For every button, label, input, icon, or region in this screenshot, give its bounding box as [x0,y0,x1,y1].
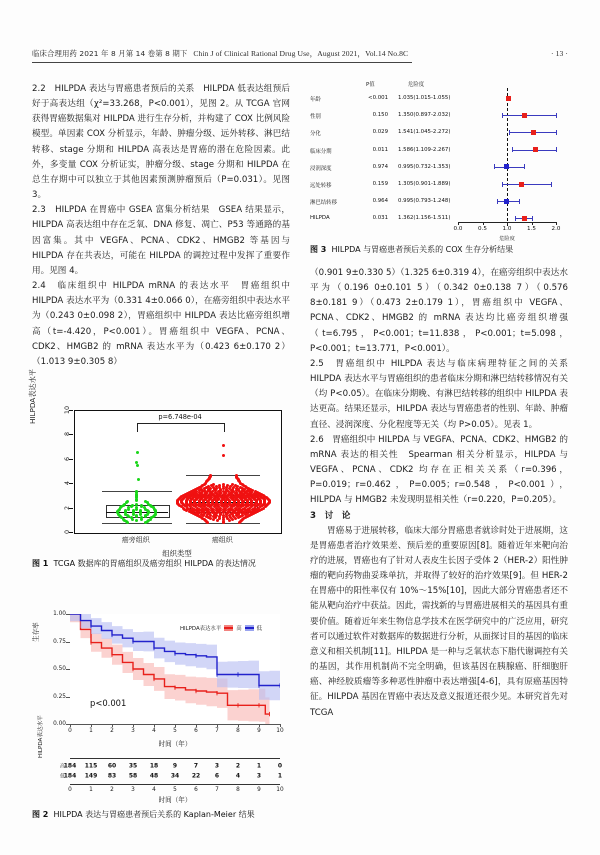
fig2-legend-title: HILPDA表达水平 [180,626,222,632]
risk-table-cell: 4 [235,772,241,780]
risk-table-xtick-label: 4 [152,787,156,793]
fig2-yaxis-label: 生存率 [32,622,40,642]
fig2-xaxis-label-bottom: 时间（年） [158,796,192,804]
fig2-xtick-label: 6 [194,728,198,734]
fig2-xtick-label: 9 [257,728,261,734]
figure-2-caption [32,808,255,821]
forest-ci-cap [512,147,513,152]
forest-ci-cap [519,199,520,204]
fig1-ytick-label: 4 [63,481,71,486]
figure-3-caption-label: 图 3 [310,245,327,254]
paragraph-2-4: 2.4 临床组织中 HILPDA mRNA 的表达水平 胃癌组织中 HILPDA 表达水平为（0.331 4±0.066 0），在癌旁组织中表达水平为（0.243 0±0.098 2），胃癌组织中 HILPDA 表达比癌旁组织增高（t=-4.420，P<0.001）。胃癌组织中 VEGFA、PCNA、CDK2、HMGB2 的 mRNA 表达水平为（0.423 6±0.170 2）（1.013 9±0.305 8） [32,281,290,367]
forest-row-label: 临床分期 [310,148,332,155]
fig1-data-point [234,484,237,487]
running-head-journal-en: Chin J of Clinical Rational Drug Use，August 2021，Vol.14 No.8C [193,49,409,58]
forest-axis-tick-label: 1.0 [502,226,512,232]
forest-ci-cap [556,147,557,152]
fig2-xtick-label: 5 [173,728,177,734]
risk-table-cell: 6 [214,772,220,780]
forest-row-pvalue: <0.001 [368,95,388,101]
forest-ci-cap [551,182,552,187]
forest-axis-tick [483,222,484,225]
fig2-xtick-label: 8 [236,728,240,734]
fig2-xaxis-label-top: 时间（年） [158,740,192,748]
fig1-data-point [132,509,135,512]
risk-table-xtick-label: 5 [173,787,177,793]
forest-point-estimate [519,182,524,187]
fig2-ytick-label: 0.25 [53,693,66,700]
section-3-heading: 3 讨 论 [310,510,351,521]
forest-ci-cap [509,130,510,135]
forest-axis-tick-label: 2.0 [551,226,561,232]
risk-table-cell: 60 [107,762,117,770]
fig2-ytick-mark [66,614,70,615]
forest-ci-cap [532,216,533,221]
forest-row-label: 性别 [310,114,321,121]
fig2-xtick-mark [280,724,281,727]
paragraph-2-2: 2.2 HILPDA 表达与胃癌患者预后的关系 HILPDA 低表达组预后好于高表达组（χ²=33.268，P<0.001），见图 2。从 TCGA 官网获得胃癌数据集对 HILPDA 进行生存分析，并构建了 COX 比例风险模型。单因素 COX 分析显示，年龄、肿瘤分级、远外转移、淋巴结转移、stage 分期和 HILPDA 高表达是胃癌的潜在危险因素。此外，多变量 COX 分析证实，肿瘤分级、stage 分期和 HILPDA 在总生存期中可以独立于其他因素预测肿瘤预后（P=0.031）。见图 3。 [32,84,290,201]
fig1-ytick-label: 6 [63,456,71,461]
forest-axis-tick [556,222,557,225]
fig1-xtick-label: 癌组织 [211,536,233,544]
forest-plot-xaxis-label: 危险度 [499,236,515,242]
forest-ci-cap [494,164,495,169]
forest-col-header-hazard-ratio: 危险度 [408,82,425,88]
forest-row-label: 淋巴结转移 [310,200,337,207]
forest-ci-cap [556,113,557,118]
fig1-data-point [131,504,134,507]
fig2-xtick-mark [175,724,176,727]
forest-ci-cap [515,216,516,221]
fig2-xtick-mark [112,724,113,727]
left-column [32,82,290,402]
fig2-legend [180,624,262,632]
forest-row-pvalue: 0.150 [372,112,388,119]
fig2-xtick-mark [196,724,197,727]
forest-axis-tick [532,222,533,225]
fig2-ytick-label: 1.00 [53,611,66,617]
forest-axis-tick-label: 1.5 [527,226,536,232]
risk-table-cell: 83 [107,772,117,780]
fig1-data-point [140,516,143,519]
fig1-outlier-point [136,451,139,454]
paragraph-2-6: 2.6 胃癌组织中 HILPDA 与 VEGFA、PCNA、CDK2、HMGB2 的 mRNA 表达的相关性 Spearman 相关分析显示，HILPDA 与 VEGFA、PCNA、CDK2 均存在正相关关系（r=0.396，P=0.019；r=0.462，P=0.005；r=0.548，P<0.001），HILPDA 与 HMGB2 未发现明显相关性（r=0.220，P=0.205）。 [310,434,568,506]
fig1-data-point [231,483,234,486]
figure-1-caption-text: TCGA 数据库的胃癌组织及癌旁组织 HILPDA 的表达情况 [53,559,256,568]
legend-swatch-low-icon [245,625,254,631]
forest-row-hazard-ratio: 1.035(1.015-1.055) [398,95,451,101]
fig2-xtick-mark [217,724,218,727]
fig1-data-point [235,474,238,477]
forest-ci-cap [502,182,503,187]
legend-swatch-high-icon [224,625,233,631]
risk-table-row-label: 高 [60,763,66,770]
risk-table-cell: 1 [256,762,262,770]
figure-2-kaplan-meier [32,612,290,827]
running-head-journal [32,48,412,63]
fig2-xtick-label: 2 [110,728,114,734]
fig1-data-point [126,500,129,503]
fig2-xtick-mark [70,724,71,727]
fig1-outlier-point [222,444,225,447]
forest-confidence-interval [502,184,550,185]
fig2-risk-table [60,758,284,793]
forest-row-hazard-ratio: 1.362(1.156-1.511) [398,215,451,222]
forest-row-label: 远处转移 [310,183,332,189]
fig1-data-point [135,519,138,522]
fig1-ytick-label: 8 [63,432,71,437]
fig2-xtick-label: 4 [152,728,156,734]
forest-row-label: HILPDA [310,215,330,222]
forest-row-hazard-ratio: 1.305(0.901-1.889) [398,181,451,187]
risk-table-cell: 35 [128,762,138,770]
fig2-xtick-mark [133,724,134,727]
forest-point-estimate [531,130,536,135]
forest-ci-cap [497,199,498,204]
fig2-xtick-label: 0 [68,728,72,734]
figure-1-caption-label: 图 1 [32,559,49,568]
risk-table-cell: 184 [63,772,77,780]
risk-table-cell: 48 [149,772,159,780]
fig2-xtick-label: 7 [215,728,219,734]
forest-reference-line [507,88,508,226]
forest-axis-tick-label: 0.5 [478,226,487,232]
risk-table-cell: 1 [277,772,283,780]
fig2-xtick-label: 3 [131,728,135,734]
risk-table-xtick-label: 6 [194,787,198,793]
fig1-outlier-point [222,454,225,457]
fig1-outlier-point [137,478,140,481]
forest-row-pvalue: 0.031 [372,215,388,222]
forest-ci-cap [502,113,503,118]
fig1-ytick-label: 10 [63,405,71,415]
risk-table-xtick-label: 3 [131,787,135,793]
forest-point-estimate [506,96,511,101]
paragraph-2-4-cont: （0.901 9±0.330 5）（1.325 6±0.319 4），在癌旁组织中表达水平为（0.196 0±0.101 5）（0.342 0±0.138 7）（0.576 8±0.181 9）（0.473 2±0.179 1），胃癌组织中 VEGFA、PCNA、CDK2、HMGB2 的 mRNA 表达均比癌旁组织增强（t=6.795，P<0.001；t=11.838，P<0.001；t=5.098，P<0.001；t=13.771，P<0.001）。 [310,268,568,354]
fig2-ytick-label: 0.75 [53,638,66,645]
forest-point-estimate [533,147,538,152]
fig2-xtick-mark [91,724,92,727]
fig1-xtick-label: 癌旁组织 [121,536,150,544]
fig1-xaxis-label: 组织类型 [162,549,192,558]
fig2-ytick-label: 0.00 [53,721,66,727]
risk-table-top-rule [70,758,280,759]
risk-table-row-label: 低 [60,773,66,780]
forest-ci-cap [556,130,557,135]
forest-row-pvalue: 0.029 [372,129,388,136]
risk-table-bottom-rule [70,784,280,785]
risk-table-xtick-label: 8 [236,787,240,793]
fig2-ytick-mark [66,697,70,698]
forest-row-pvalue: 0.011 [372,146,388,153]
forest-axis-tick-label: 0.0 [453,226,463,232]
fig1-ytick-label: 0 [63,529,71,535]
risk-table-xtick-label: 9 [257,787,261,793]
fig2-legend-item-high: 高 [236,626,242,632]
forest-ci-cap [524,164,525,169]
fig1-boxplot-whisker [186,475,260,476]
fig1-plot-area [74,410,282,534]
fig2-ytick-label: 0.50 [53,666,66,672]
fig2-ytick-mark [66,642,70,643]
forest-row-hazard-ratio: 1.586(1.109-2.267) [398,146,451,153]
fig1-significance-bracket [137,423,226,432]
paragraph-2-3: 2.3 HILPDA 在胃癌中 GSEA 富集分析结果 GSEA 结果显示，HILPDA 高表达组中存在乏氧、DNA 修复、凋亡、P53 等通路的基因富集。其中 VEGFA、PCNA、CDK2、HMGB2 等基因与 HILPDA 存在共表达，可能在 HILPDA 的调控过程中发挥了重要作用。见图 4。 [32,205,290,276]
risk-table-xtick-label: 2 [110,787,114,793]
forest-plot-grid [310,80,572,240]
forest-row-hazard-ratio: 1.541(1.045-2.272) [398,129,451,136]
figure-2-caption-text: HILPDA 表达与胃癌患者预后关系的 Kaplan-Meier 结果 [53,810,255,819]
forest-row-label: 年龄 [310,97,321,103]
fig2-pvalue-annotation: p<0.001 [90,698,127,708]
fig2-ytick-mark [66,669,70,670]
fig1-data-point [218,484,221,487]
fig2-risk-table-label: HILPDA表达水平 [38,715,44,758]
forest-row-hazard-ratio: 0.995(0.793-1.248) [398,198,451,205]
risk-table-cell: 3 [214,762,220,770]
forest-axis-tick [458,222,459,225]
risk-table-cell: 22 [191,772,201,780]
fig1-yaxis-label: HILPDA表达水平 [28,369,37,424]
forest-point-estimate [504,164,509,169]
forest-row-hazard-ratio: 1.350(0.897-2.032) [398,112,451,119]
forest-row-label: 浸润深度 [310,165,332,172]
fig2-xtick-mark [259,724,260,727]
risk-table-cell: 58 [128,772,138,780]
running-head-journal-cn: 临床合理用药 2021 年 8 月第 14 卷第 8 期下 [32,49,188,58]
paragraph-2-5: 2.5 胃癌组织中 HILPDA 表达与临床病理特征之间的关系 HILPDA 表达水平与胃癌组织的患者临床分期和淋巴结转移情况有关（均 P<0.05）。在临床分期晚、有淋巴结转移的组织中 HILPDA 表达更高。结果还显示，HILPDA 表达与胃癌患者的性别、年龄、肿瘤直径、浸润深度、分化程度等无关（均 P>0.05）。见表 1。 [310,358,577,430]
forest-row-hazard-ratio: 0.995(0.732-1.353) [398,163,451,170]
forest-row-pvalue: 0.964 [372,198,388,205]
fig1-ytick-label: 2 [63,505,71,510]
forest-row-pvalue: 0.974 [372,163,388,170]
figure-3-caption-text: HILPDA 与胃癌患者预后关系的 COX 生存分析结果 [331,245,514,254]
right-column [310,266,577,721]
forest-point-estimate [522,216,527,221]
fig1-data-point [140,504,143,507]
forest-point-estimate [522,113,527,118]
figure-3-caption [310,243,513,256]
risk-table-cell: 7 [193,762,199,770]
risk-table-xtick-label: 10 [276,787,284,793]
fig1-data-point [222,483,225,486]
fig1-data-point [139,509,142,512]
forest-axis-tick [507,222,508,225]
fig2-xtick-mark [154,724,155,727]
fig1-pvalue-annotation: p=6.748e-04 [158,413,202,422]
fig2-xtick-label: 10 [276,728,284,734]
figure-1-beeswarm [28,369,290,568]
fig2-xtick-label: 1 [89,728,93,734]
paragraph-discussion: 胃癌易于进展转移，临床大部分胃癌患者就诊时处于进展期，这是胃癌患者治疗效果差、预后差的重要原因[8]。随着近年来靶向治疗的进展，胃癌也有了针对人表皮生长因子受体 2（HER-2）阳性肿瘤的靶向药物曲妥珠单抗，并取得了较好的治疗效果[9]。但 HER-2 在胃癌中的阳性率仅有 10%～15%[10]，因此大部分胃癌患者还不能从靶向治疗中获益。因此，需找新的与胃癌进展相关的基因具有重要价值。随着近年来生物信息学技术在医学研究中的广泛应用，研究者可以通过软件对数据库的数据进行分析，从面探讨目的基因的临床意义和相关机制[11]。HILPDA 是一种与乏氧状态下脂代谢调控有关的基因，其作用机制尚不完全明确，但该基因在胰腺癌、肝细胞肝癌、神经胶质瘤等多种恶性肿瘤中表达增强[4-6]，具有原癌基因特征。HILPDA 基因在胃癌中表达及意义报道还很少见。本研究首先对 TCGA [310,525,568,718]
risk-table-cell: 0 [277,762,283,770]
risk-table-cell: 115 [84,762,98,770]
risk-table-cell: 149 [84,772,98,780]
figure-3-forest-plot [310,80,572,252]
forest-row-label: 分化 [310,131,321,138]
fig1-data-point [226,484,229,487]
risk-table-cell: 34 [170,772,180,780]
risk-table-cell: 184 [63,762,77,770]
fig2-legend-item-low: 低 [256,626,263,632]
risk-table-cell: 2 [235,762,241,770]
figure-1-caption [32,557,256,570]
forest-point-estimate [504,199,509,204]
forest-row-pvalue: 0.159 [372,181,388,187]
running-head [32,48,568,66]
risk-table-xtick-label: 1 [89,787,93,793]
risk-table-xtick-label: 0 [68,787,72,793]
forest-confidence-interval [502,115,556,116]
fig1-boxplot-whisker [102,523,172,524]
fig1-outlier-point [136,464,139,467]
risk-table-cell: 18 [149,762,159,770]
page-number: · 13 · [550,49,568,58]
risk-table-xtick-label: 7 [215,787,219,793]
fig2-xtick-mark [238,724,239,727]
risk-table-cell: 3 [256,772,262,780]
forest-col-header-pvalue: P值 [366,82,375,88]
figure-2-caption-label: 图 2 [32,810,49,819]
risk-table-cell: 9 [172,762,178,770]
